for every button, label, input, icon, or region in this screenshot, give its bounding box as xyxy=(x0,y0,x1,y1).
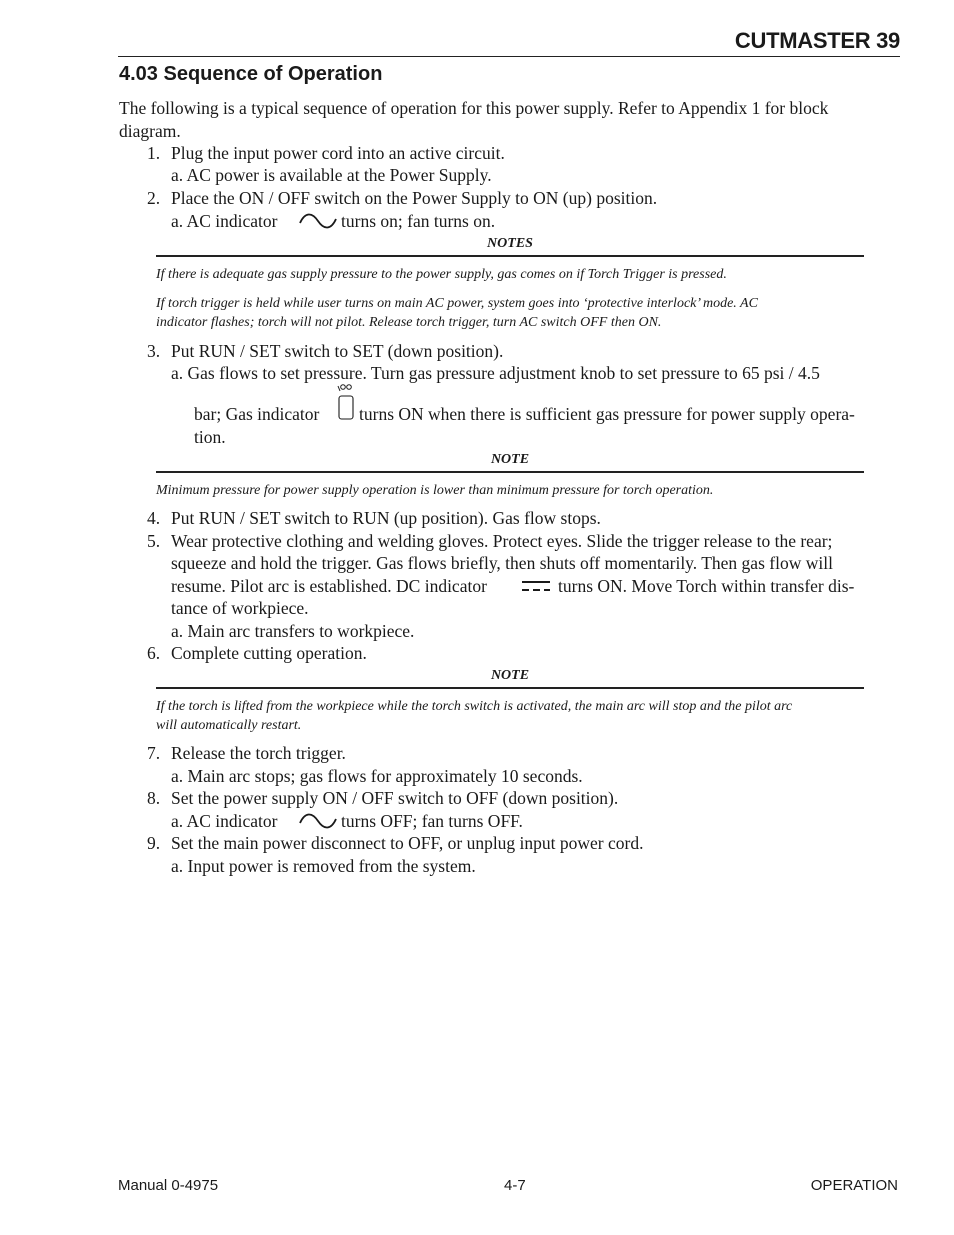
section-heading: 4.03 Sequence of Operation xyxy=(119,63,383,85)
step-9a-text: a. Input power is removed from the system. xyxy=(171,856,476,876)
note-3-line-1: If the torch is lifted from the workpiece while the torch switch is activated, the main arc will stop and the pilot arc xyxy=(156,699,793,714)
step-5-line-1: Wear protective clothing and welding gloves. Protect eyes. Slide the trigger release to the rear; xyxy=(171,531,833,551)
step-3-text: Put RUN / SET switch to SET (down position). xyxy=(171,341,504,361)
step-1-text: Plug the input power cord into an active circuit. xyxy=(171,143,505,163)
step-7-text: Release the torch trigger. xyxy=(171,743,346,763)
gas-cylinder-icon xyxy=(336,382,356,422)
step-6-number: 6. xyxy=(147,643,161,663)
step-4-text: Put RUN / SET switch to RUN (up position). Gas flow stops. xyxy=(171,508,601,528)
step-5-line-3-suffix: turns ON. Move Torch within transfer dis- xyxy=(558,576,855,596)
step-9-text: Set the main power disconnect to OFF, or unplug input power cord. xyxy=(171,833,644,853)
step-1-number: 1. xyxy=(147,143,161,163)
dc-symbol-icon xyxy=(521,579,551,593)
footer-manual-number: Manual 0-4975 xyxy=(118,1177,219,1194)
step-3a-line-2-suffix: turns ON when there is sufficient gas pressure for power supply opera- xyxy=(359,404,855,424)
step-7a-text: a. Main arc stops; gas flows for approximately 10 seconds. xyxy=(171,766,583,786)
step-5-line-2: squeeze and hold the trigger. Gas flows briefly, then shuts off momentarily. Then gas flow will xyxy=(171,553,833,573)
footer-section-name: OPERATION xyxy=(810,1177,898,1194)
header-divider xyxy=(118,56,900,57)
note-3-line-2: will automatically restart. xyxy=(156,718,302,733)
step-2-text: Place the ON / OFF switch on the Power Supply to ON (up) position. xyxy=(171,188,658,208)
step-9-number: 9. xyxy=(147,833,161,853)
intro-line-1: The following is a typical sequence of operation for this power supply. Refer to Appendix 1 for block xyxy=(119,98,829,118)
step-4-number: 4. xyxy=(147,508,161,528)
step-5-line-3-prefix: resume. Pilot arc is established. DC indicator xyxy=(171,576,487,596)
note-3-label: NOTE xyxy=(490,668,530,683)
step-8-text: Set the power supply ON / OFF switch to OFF (down position). xyxy=(171,788,619,808)
step-2a-prefix: a. AC indicator xyxy=(171,211,278,231)
footer-page-number: 4-7 xyxy=(504,1177,526,1194)
note-3-divider xyxy=(156,687,864,689)
step-8a-suffix: turns OFF; fan turns OFF. xyxy=(341,811,523,831)
step-5-line-4: tance of workpiece. xyxy=(171,598,309,618)
step-8-number: 8. xyxy=(147,788,161,808)
step-6-text: Complete cutting operation. xyxy=(171,643,367,663)
note-2-divider xyxy=(156,471,864,473)
note-2-text: Minimum pressure for power supply operation is lower than minimum pressure for torch operation. xyxy=(156,483,714,498)
notes-label: NOTES xyxy=(487,236,533,251)
note-2-label: NOTE xyxy=(490,452,530,467)
step-3a-line-1: a. Gas flows to set pressure. Turn gas pressure adjustment knob to set pressure to 65 psi / 4.5 xyxy=(171,363,820,383)
step-5-number: 5. xyxy=(147,531,161,551)
step-3a-line-3: tion. xyxy=(194,427,226,447)
ac-sine-wave-icon xyxy=(299,813,337,829)
step-8a-prefix: a. AC indicator xyxy=(171,811,278,831)
notes-paragraph-1: If there is adequate gas supply pressure to the power supply, gas comes on if Torch Trigger is pressed. xyxy=(156,267,727,282)
step-7-number: 7. xyxy=(147,743,161,763)
notes-paragraph-2-line-1: If torch trigger is held while user turns on main AC power, system goes into ‘protective interlock’ mode. AC xyxy=(156,296,758,311)
step-2a-suffix: turns on; fan turns on. xyxy=(341,211,496,231)
notes-paragraph-2-line-2: indicator flashes; torch will not pilot. Release torch trigger, turn AC switch OFF then ON. xyxy=(156,315,662,330)
intro-line-2: diagram. xyxy=(119,121,181,141)
step-2-number: 2. xyxy=(147,188,161,208)
step-5a-text: a. Main arc transfers to workpiece. xyxy=(171,621,415,641)
step-1a-text: a. AC power is available at the Power Supply. xyxy=(171,165,492,185)
notes-divider xyxy=(156,255,864,257)
document-title: CUTMASTER 39 xyxy=(734,28,900,53)
ac-sine-wave-icon xyxy=(299,213,337,229)
step-3a-line-2-prefix: bar; Gas indicator xyxy=(194,404,320,424)
step-3-number: 3. xyxy=(147,341,161,361)
